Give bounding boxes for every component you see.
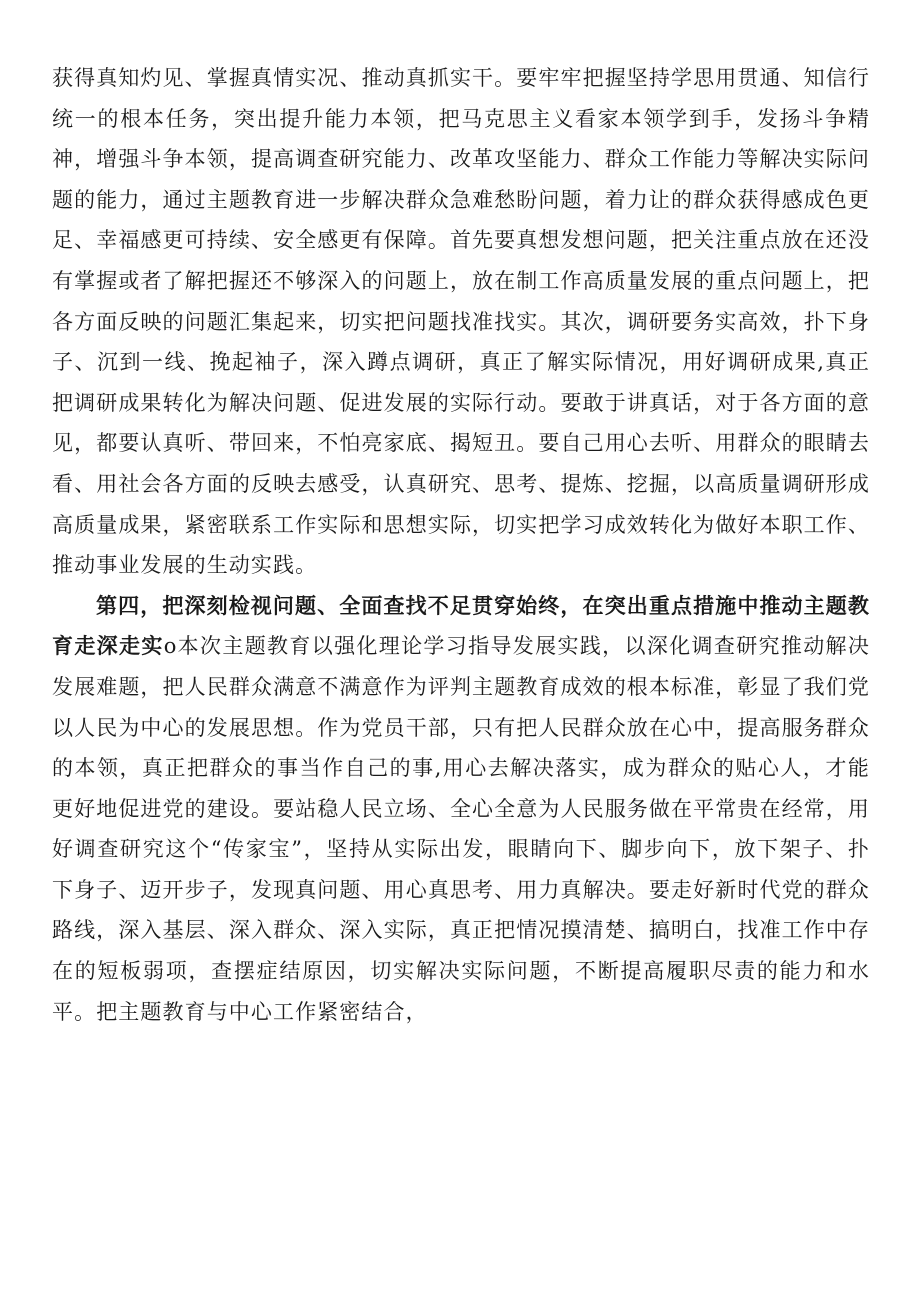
paragraph-continuation: 获得真知灼见、掌握真情实况、推动真抓实干。要牢牢把握坚持学思用贯通、知信行统一的根本任务，突出提升能力本领，把马克思主义看家本领学到手，发扬斗争精神，增强斗争本领，提高调查研究能力、改革攻坚能力、群众工作能力等解决实际问题的能力，通过主题教育进一步解决群众急难愁盼问题，着力让的群众获得感成色更足、幸福感更可持续、安全感更有保障。首先要真想发想问题，把关注重点放在还没有掌握或者了解把握还不够深入的问题上，放在制工作高质量发展的重点问题上，把各方面反映的问题汇集起来，切实把问题找准找实。其次，调研要务实高效，扑下身子、沉到一线、挽起袖子，深入蹲点调研，真正了解实际情况，用好调研成果,真正把调研成果转化为解决问题、促进发展的实际行动。要敢于讲真话，对于各方面的意见，都要认真听、带回来，不怕亮家底、揭短丑。要自己用心去听、用群众的眼睛去看、用社会各方面的反映去感受，认真研究、思考、提炼、挖掘，以高质量调研形成高质量成果，紧密联系工作实际和思想实际，切实把学习成效转化为做好本职工作、推动事业发展的生动实践。 — [52, 66, 870, 578]
paragraph-fourth-point — [52, 586, 870, 1033]
paragraph-body: o本次主题教育以强化理论学习指导发展实践，以深化调查研究推动解决发展难题，把人民群众满意不满意作为评判主题教育成效的根本标准，彰显了我们党以人民为中心的发展思想。作为党员干部，只有把人民群众放在心中，提高服务群众的本领，真正把群众的事当作自己的事,用心去解决落实，成为群众的贴心人，才能更好地促进党的建设。要站稳人民立场、全心全意为人民服务做在平常贵在经常，用好调查研究这个“传家宝”，坚持从实际出发，眼睛向下、脚步向下，放下架子、扑下身子、迈开步子，发现真问题、用心真思考、用力真解决。要走好新时代党的群众路线，深入基层、深入群众、深入实际，真正把情况摸清楚、搞明白，找准工作中存在的短板弱项，查摆症结原因，切实解决实际问题，不断提高履职尽责的能力和水平。把主题教育与中心工作紧密结合， — [52, 634, 870, 1024]
paragraph-heading: 第四，把深刻检视问题、全面查找不足贯穿始终，在突出重点措施中推动主题教育走深走实 — [52, 592, 870, 659]
